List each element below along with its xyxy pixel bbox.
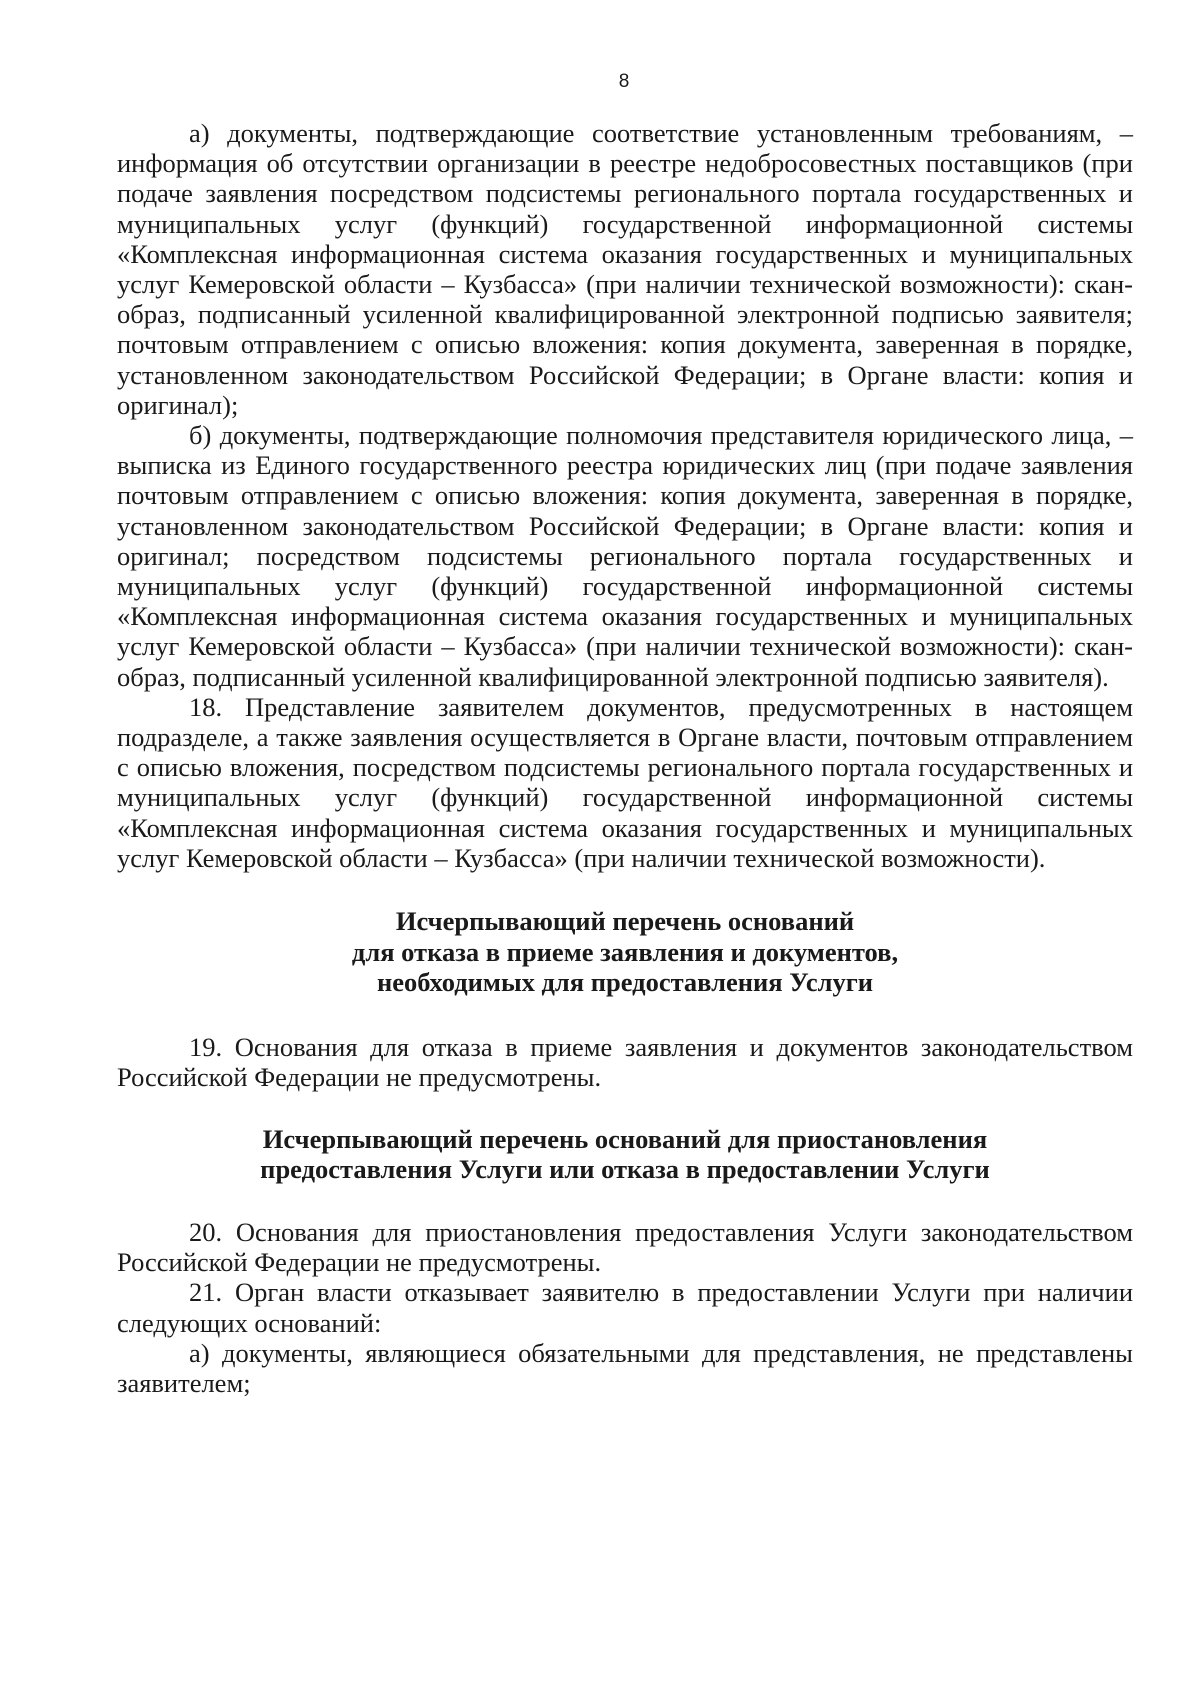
section-heading-refusal-acceptance xyxy=(117,906,1133,998)
heading-line: Исчерпывающий перечень оснований для приостановления xyxy=(262,1123,988,1154)
heading-line: Исчерпывающий перечень оснований xyxy=(395,906,855,937)
section-heading-suspension-refusal xyxy=(117,1124,1133,1185)
heading-line: необходимых для предоставления Услуги xyxy=(376,967,874,998)
heading-line: предоставления Услуги или отказа в предоставлении Услуги xyxy=(260,1154,990,1185)
paragraph-19: 19. Основания для отказа в приеме заявления и документов законодательством Российской Федерации не предусмотрены. xyxy=(117,1031,1133,1092)
document-body xyxy=(117,118,1133,1398)
page-number: 8 xyxy=(618,71,630,92)
paragraph-20: 20. Основания для приостановления предоставления Услуги законодательством Российской Федерации не предусмотрены. xyxy=(117,1216,1133,1278)
paragraph-21a: а) документы, являющиеся обязательными для представления, не представлены заявителем; xyxy=(117,1337,1133,1398)
paragraph-17b: б) документы, подтверждающие полномочия представителя юридического лица, – выписка из Единого государственного реестра юридических лиц (при подаче заявления почтовым отправлением с описью вложения: копия документа, заверенная в порядке, установленном законодательством Российской Федерации; в Органе власти: копия и оригинал; посредством подсистемы регионального портала государственных и муниципальных услуг (функций) государственной информационной системы «Комплексная информационная система оказания государственных и муниципальных услуг Кемеровской области – Кузбасса» (при наличии технической возможности): скан-образ, подписанный усиленной квалифицированной электронной подписью заявителя). xyxy=(117,420,1133,692)
paragraph-17a: а) документы, подтверждающие соответствие установленным требованиям, – информация об отсутствии организации в реестре недобросовестных поставщиков (при подаче заявления посредством подсистемы регионального портала государственных и муниципальных услуг (функций) государственной информационной системы «Комплексная информационная система оказания государственных и муниципальных услуг Кемеровской области – Кузбасса» (при наличии технической возможности): скан-образ, подписанный усиленной квалифицированной электронной подписью заявителя; почтовым отправлением с описью вложения: копия документа, заверенная в порядке, установленном законодательством Российской Федерации; в Органе власти: копия и оригинал); xyxy=(117,118,1133,420)
paragraph-21: 21. Орган власти отказывает заявителю в предоставлении Услуги при наличии следующих оснований: xyxy=(117,1277,1133,1338)
heading-line: для отказа в приеме заявления и документов, xyxy=(351,936,899,967)
paragraph-18: 18. Представление заявителем документов, предусмотренных в настоящем подразделе, а также заявления осуществляется в Органе власти, почтовым отправлением с описью вложения, посредством подсистемы регионального портала государственных и муниципальных услуг (функций) государственной информационной системы «Комплексная информационная система оказания государственных и муниципальных услуг Кемеровской области – Кузбасса» (при наличии технической возможности). xyxy=(117,691,1133,873)
